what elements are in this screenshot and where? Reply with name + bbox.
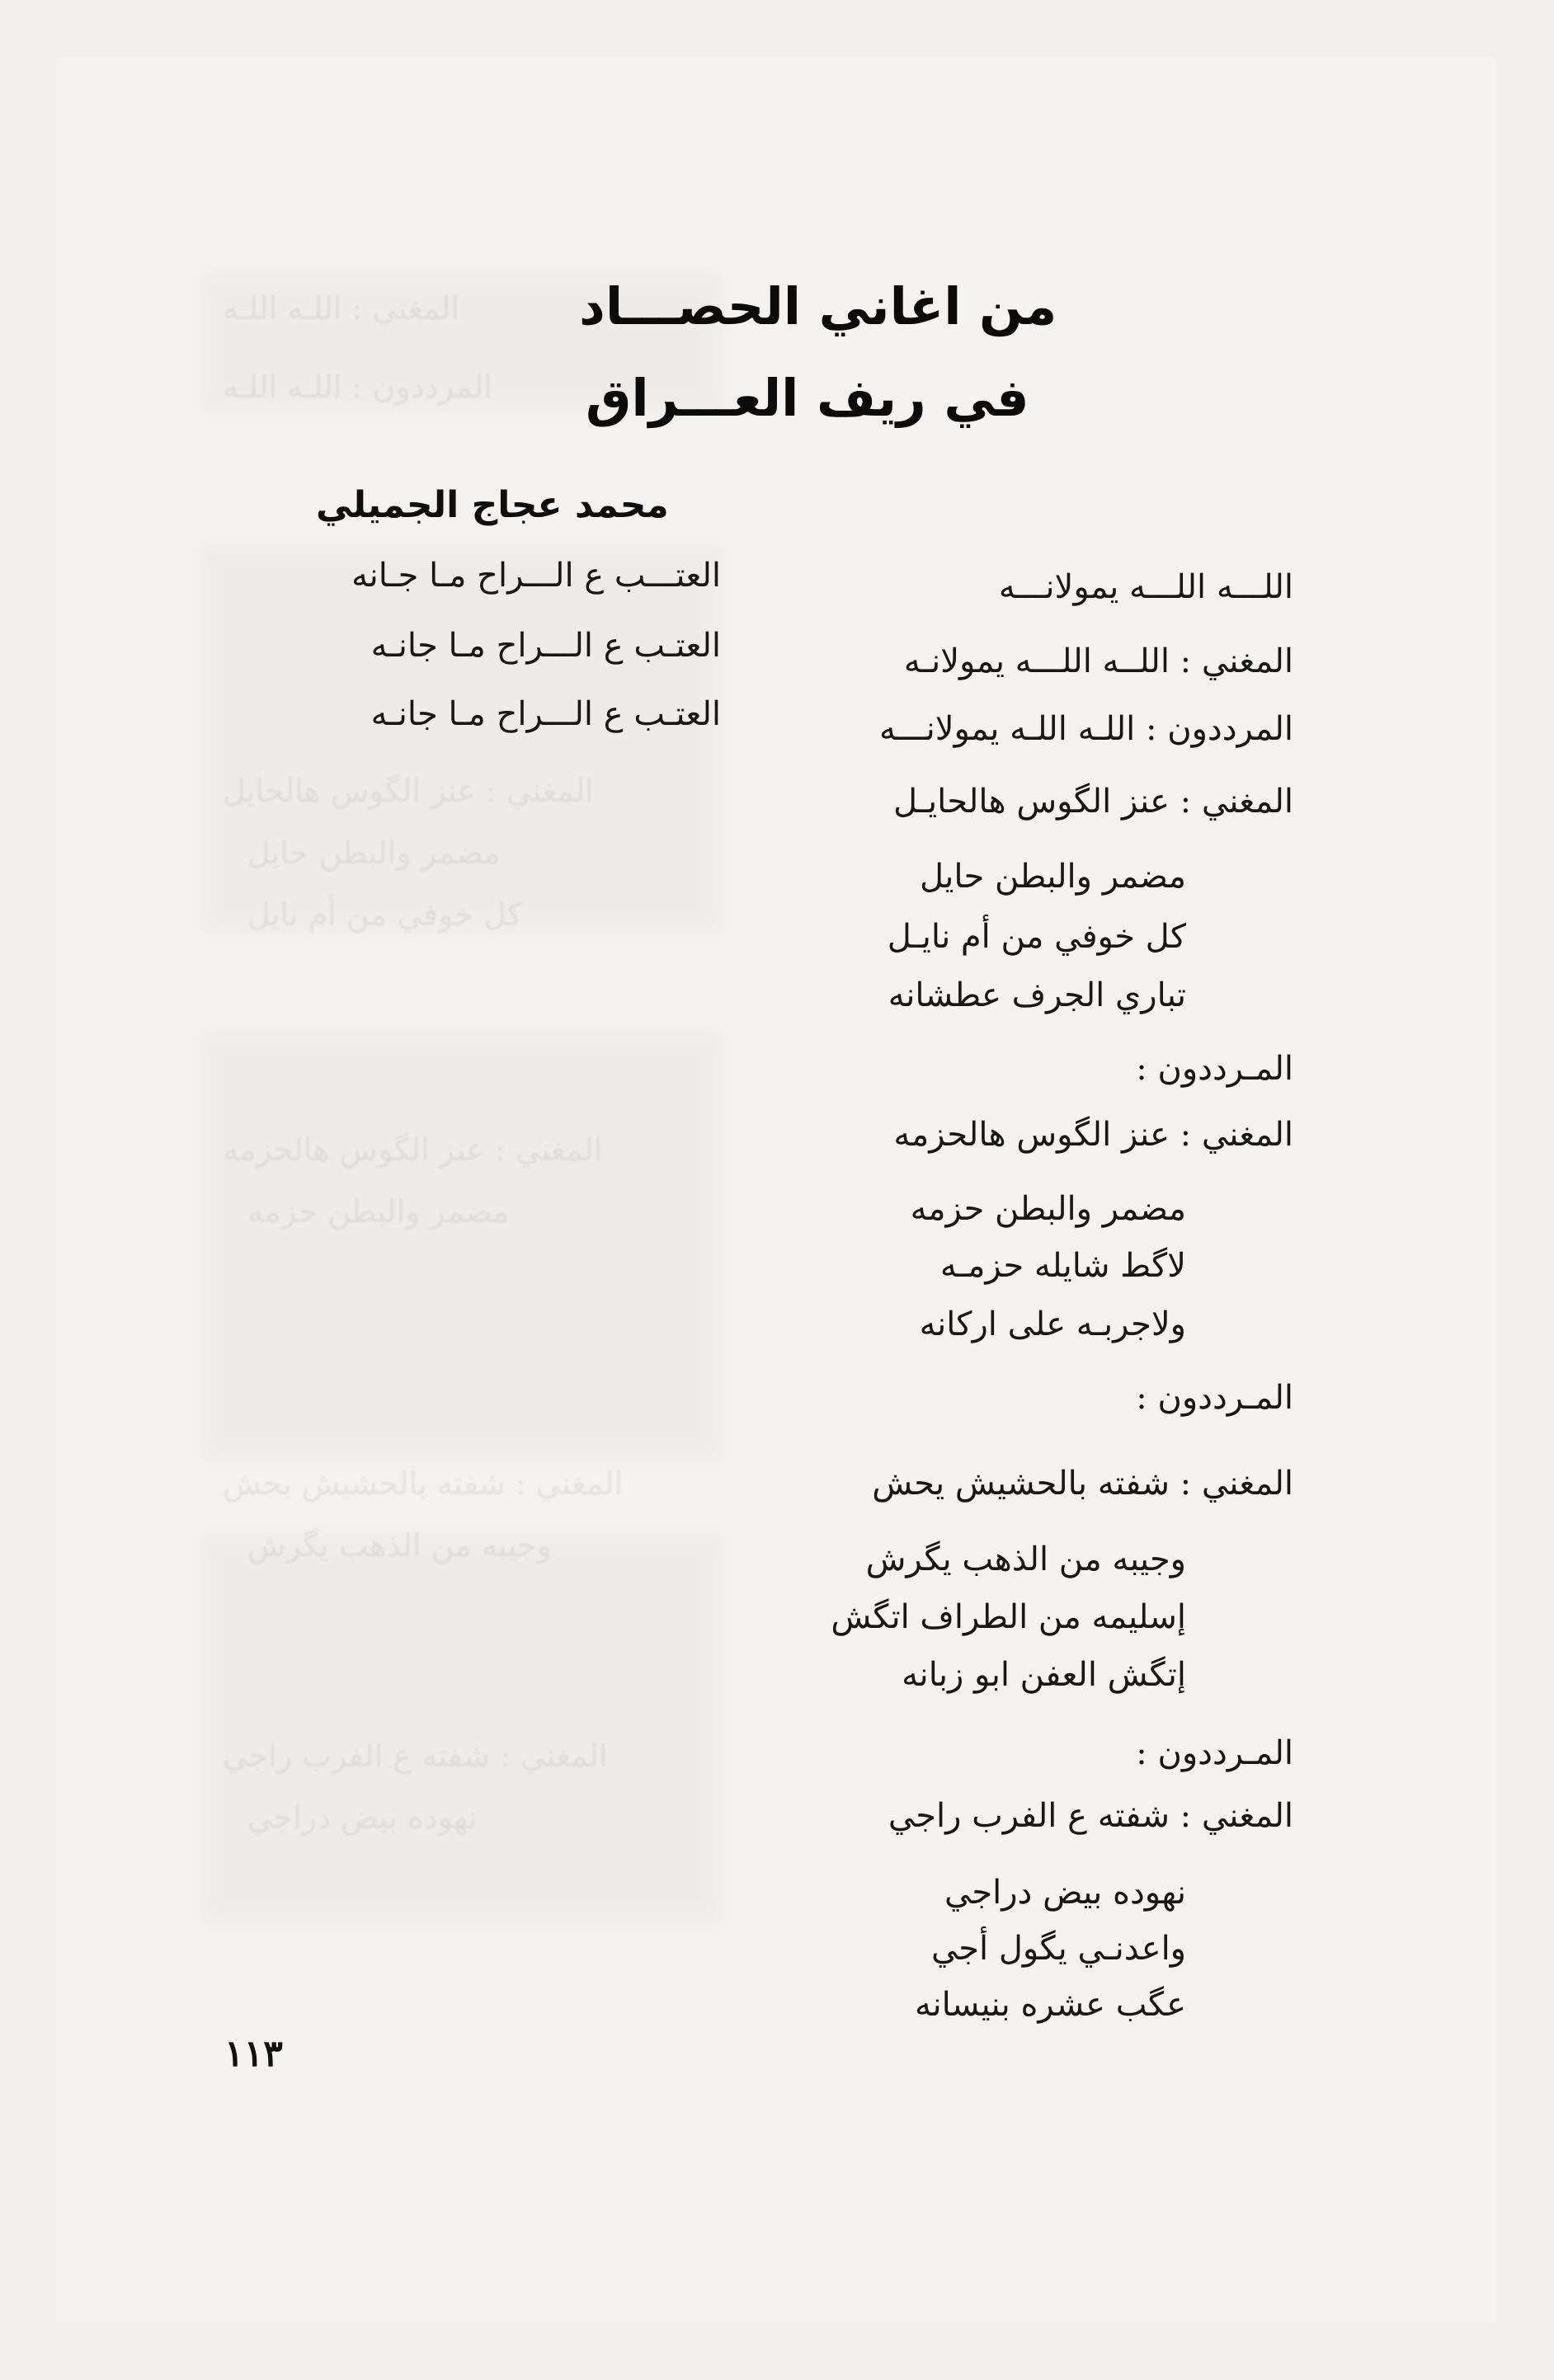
bleed-through-text: المغني : اللـه اللـه (223, 290, 460, 327)
right-verse-line: المـرددون : (1136, 1734, 1293, 1772)
bleed-through-block (202, 1534, 722, 1921)
bleed-through-text: نهوده بيض دراجي (247, 1799, 478, 1836)
right-verse-line: المغني : عنز الگوس هالحايـل (893, 783, 1293, 821)
right-verse-line: ولاجربـه على اركانه (919, 1305, 1186, 1343)
right-verse-line: المغني : اللــه اللـــه يمولانـه (903, 642, 1293, 680)
right-verse-line: اللـــه اللـــه يمولانـــه (998, 568, 1293, 606)
right-verse-line: لاگط شايله حزمـه (939, 1247, 1186, 1285)
bleed-through-text: المغني : عنز الگوس هالحايل (223, 773, 594, 809)
right-verse-line: مضمر والبطن حايل (919, 858, 1186, 896)
page-number: ١١٣ (224, 2033, 283, 2075)
bleed-through-text: مضمر والبطن حايل (247, 835, 501, 871)
right-verse-line: المـرددون : (1136, 1379, 1293, 1417)
right-verse-line: واعدنـي يگول أجي (930, 1930, 1186, 1968)
right-verse-line: المـرددون : (1136, 1050, 1293, 1088)
bleed-through-text: كل خوفي من أم نايل (247, 896, 523, 933)
right-verse-line: المغني : شفته بالحشيش يحش (872, 1465, 1293, 1503)
left-verse-line: العتـب ع الـــراح مـا جانـه (370, 695, 721, 733)
author-name: محمد عجاج الجميلي (316, 484, 669, 526)
bleed-through-block (202, 544, 722, 932)
right-verse-line: إسليمه من الطراف اتگش (831, 1598, 1186, 1636)
right-verse-line: كل خوفي من أم نايـل (887, 918, 1186, 956)
bleed-through-text: المغني : شفته ع الفرب راجي (223, 1738, 608, 1774)
right-verse-line: عگب عشره بنيسانه (915, 1986, 1186, 2024)
right-verse-line: تباري الجرف عطشانه (888, 976, 1186, 1014)
page-title-line-2: في ريف العـــراق (586, 368, 1029, 428)
right-verse-line: إتگش العفن ابو زبانه (902, 1656, 1186, 1694)
bleed-through-block (202, 1031, 722, 1460)
page-title-line-1: من اغاني الحصـــاد (579, 276, 1057, 336)
right-verse-line: المغني : عنز الگوس هالحزمه (893, 1116, 1293, 1154)
right-verse-line: المغني : شفته ع الفرب راجي (888, 1797, 1293, 1835)
left-verse-line: العتـــب ع الـــراح مـا جـانه (351, 557, 721, 595)
right-verse-line: المرددون : اللـه اللـه يمولانـــه (878, 710, 1293, 748)
bleed-through-text: وجيبه من الذهب يگرش (247, 1527, 553, 1564)
bleed-through-text: المغني : شفته بالحشيش يحش (223, 1465, 624, 1502)
bleed-through-text: المغني : عنز الگوس هالحزمه (223, 1131, 603, 1168)
left-verse-line: العتـب ع الـــراح مـا جانـه (370, 627, 721, 665)
bleed-through-text: مضمر والبطن حزمه (247, 1193, 510, 1230)
right-verse-line: وجيبه من الذهب يگرش (865, 1540, 1186, 1578)
bleed-through-text: المرددون : اللـه اللـه (223, 369, 492, 405)
right-verse-line: نهوده بيض دراجي (944, 1874, 1186, 1912)
right-verse-line: مضمر والبطن حزمه (910, 1190, 1186, 1228)
